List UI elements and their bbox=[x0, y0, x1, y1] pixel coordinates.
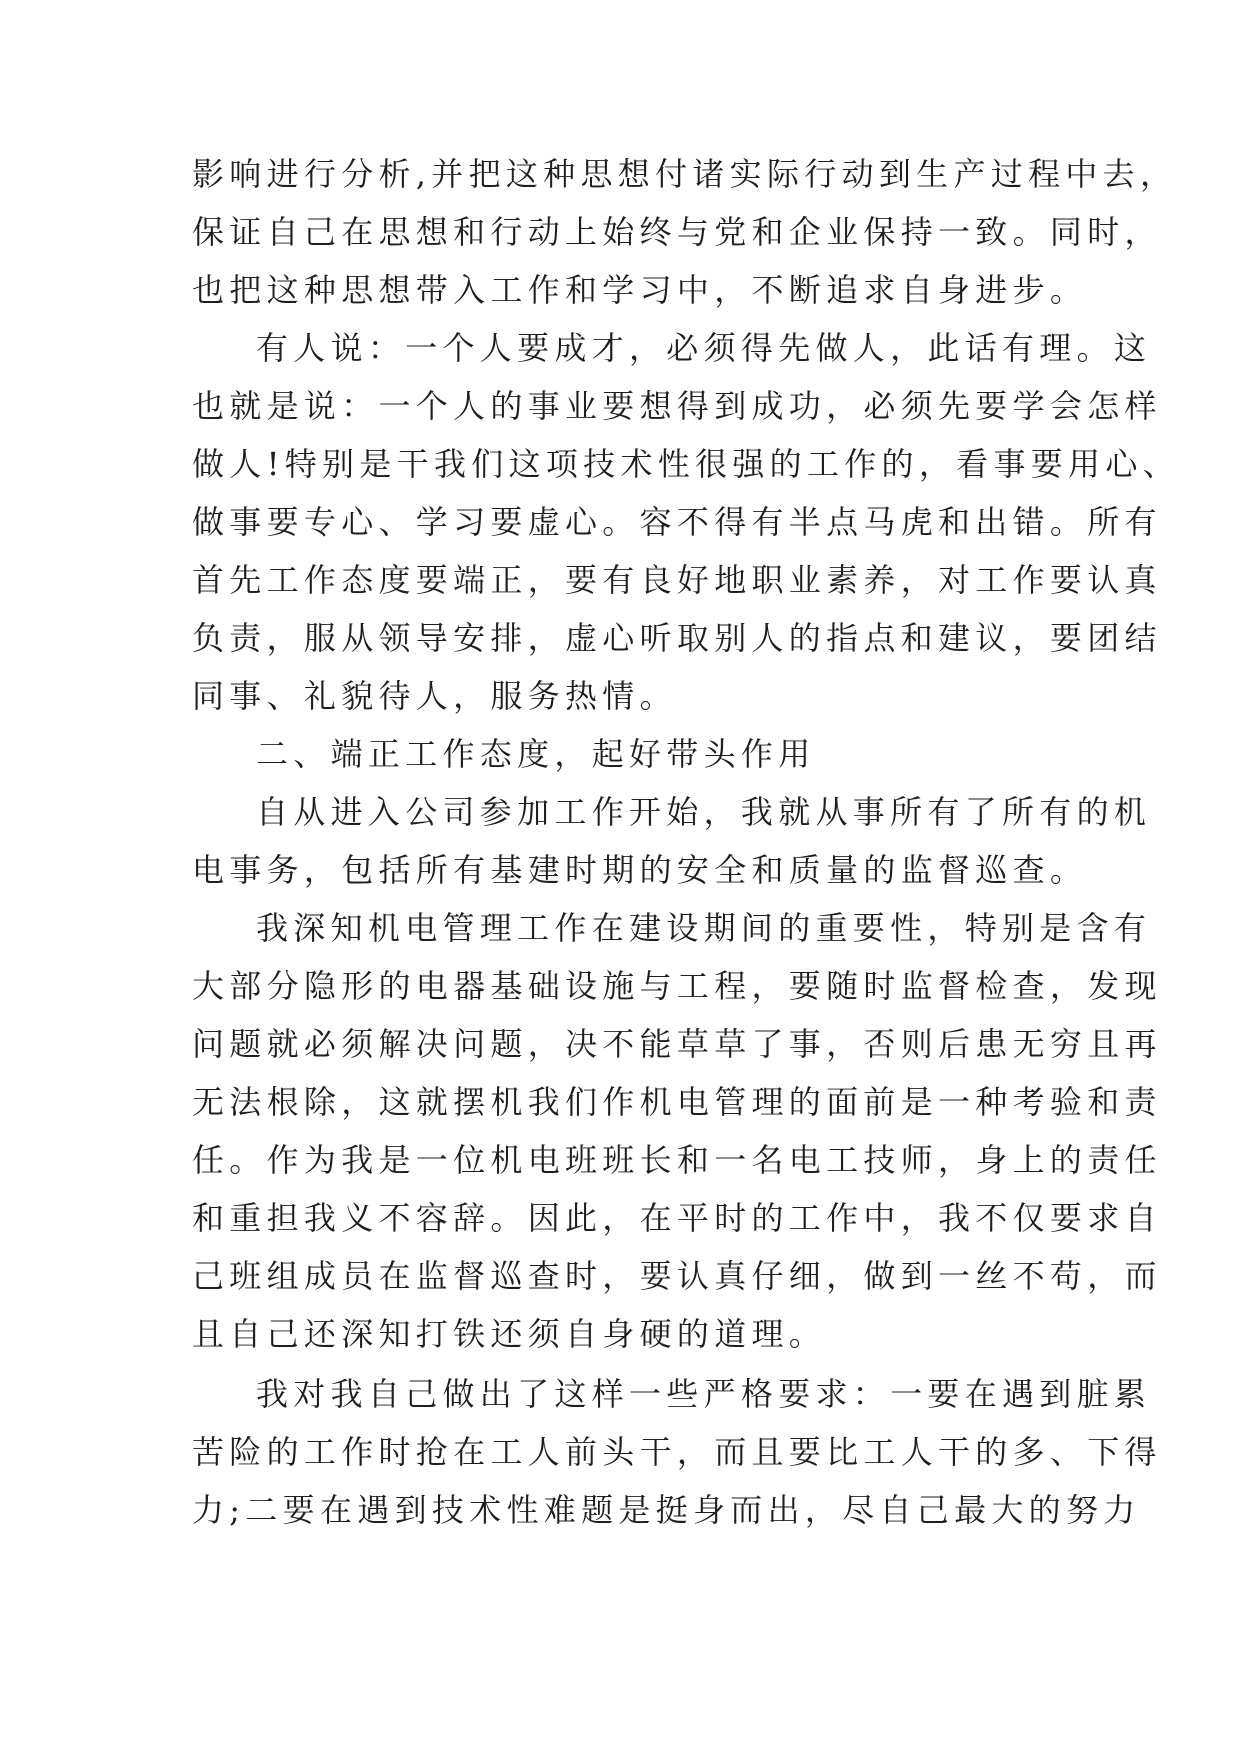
text-line: 无法根除，这就摆机我们作机电管理的面前是一种考验和责 bbox=[192, 1083, 1162, 1121]
text-line: 首先工作态度要端正，要有良好地职业素养，对工作要认真 bbox=[192, 561, 1162, 599]
text-line: 保证自己在思想和行动上始终与党和企业保持一致。同时， bbox=[192, 213, 1162, 251]
paragraph-start-line: 我深知机电管理工作在建设期间的重要性，特别是含有 bbox=[256, 909, 1152, 947]
text-line: 苦险的工作时抢在工人前头干，而且要比工人干的多、下得 bbox=[192, 1433, 1162, 1471]
text-line: 做人!特别是干我们这项技术性很强的工作的，看事要用心、 bbox=[192, 445, 1180, 483]
paragraph-start-line: 有人说：一个人要成才，必须得先做人，此话有理。这 bbox=[256, 329, 1152, 367]
text-line: 大部分隐形的电器基础设施与工程，要随时监督检查，发现 bbox=[192, 967, 1162, 1005]
text-line: 问题就必须解决问题，决不能草草了事，否则后患无穷且再 bbox=[192, 1025, 1162, 1063]
text-line: 且自己还深知打铁还须自身硬的道理。 bbox=[192, 1315, 827, 1353]
text-line: 和重担我义不容辞。因此，在平时的工作中，我不仅要求自 bbox=[192, 1199, 1162, 1237]
text-line: 影响进行分析,并把这种思想付诸实际行动到生产过程中去， bbox=[192, 155, 1178, 193]
text-line: 电事务，包括所有基建时期的安全和质量的监督巡查。 bbox=[192, 851, 1088, 889]
text-line: 也把这种思想带入工作和学习中，不断追求自身进步。 bbox=[192, 271, 1088, 309]
text-line: 同事、礼貌待人，服务热情。 bbox=[192, 677, 677, 715]
paragraph-start-line: 我对我自己做出了这样一些严格要求：一要在遇到脏累 bbox=[256, 1375, 1152, 1413]
section-heading: 二、端正工作态度，起好带头作用 bbox=[256, 735, 816, 773]
text-line: 己班组成员在监督巡查时，要认真仔细，做到一丝不苟，而 bbox=[192, 1257, 1162, 1295]
text-line: 也就是说：一个人的事业要想得到成功，必须先要学会怎样 bbox=[192, 387, 1162, 425]
paragraph-start-line: 自从进入公司参加工作开始，我就从事所有了所有的机 bbox=[256, 793, 1152, 831]
text-line: 任。作为我是一位机电班班长和一名电工技师，身上的责任 bbox=[192, 1141, 1162, 1179]
text-line: 力;二要在遇到技术性难题是挺身而出，尽自己最大的努力 bbox=[192, 1491, 1141, 1529]
text-line: 负责，服从领导安排，虚心听取别人的指点和建议，要团结 bbox=[192, 619, 1162, 657]
text-line: 做事要专心、学习要虚心。容不得有半点马虎和出错。所有 bbox=[192, 503, 1162, 541]
